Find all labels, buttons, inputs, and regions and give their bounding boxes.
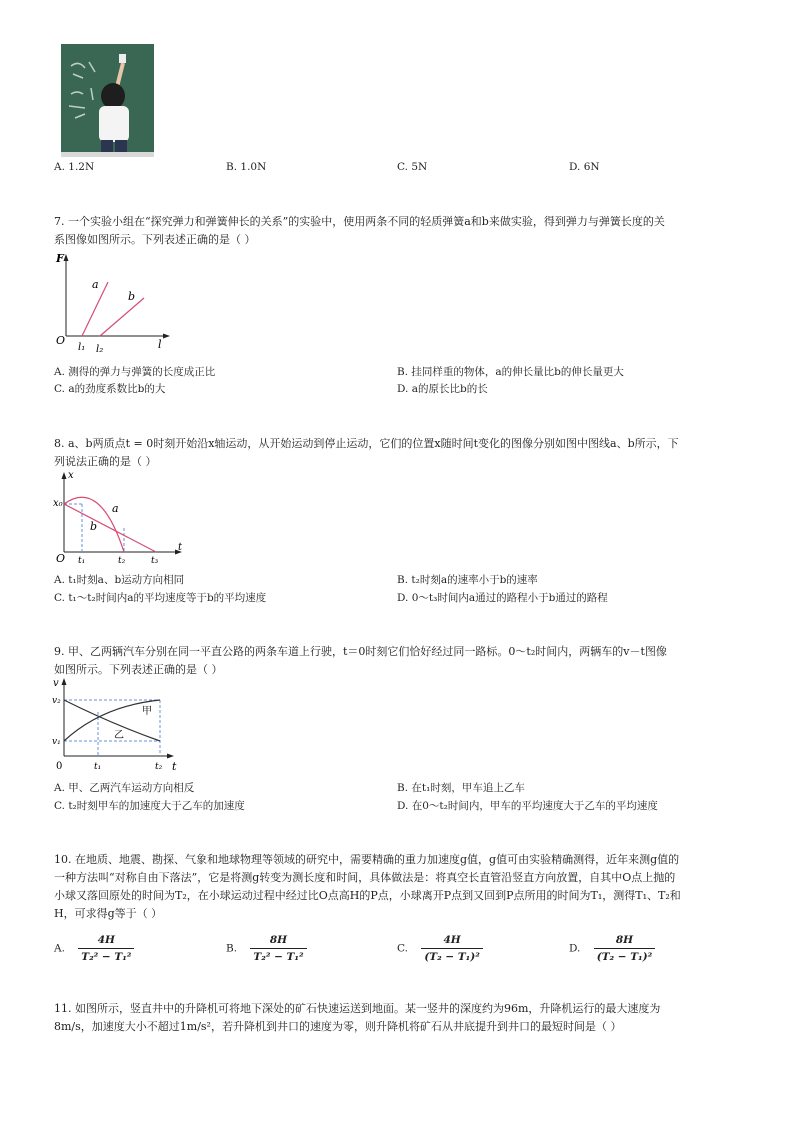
- q6-option-d: D. 6N: [569, 161, 600, 173]
- q7-x-label: l: [158, 338, 162, 351]
- q9-option-a: A. 甲、乙两汽车运动方向相反: [54, 782, 195, 794]
- q8-stem-line2: 列说法正确的是（ ）: [54, 455, 157, 468]
- q7-origin: O: [56, 334, 66, 347]
- q7-stem-line2: 系图像如图所示。下列表述正确的是（ ）: [54, 233, 256, 246]
- q9-car-jia-label: 甲: [142, 706, 152, 717]
- q8-stem: [54, 435, 744, 471]
- q10-stem-line4: H，可求得g等于（ ）: [54, 907, 163, 920]
- q8-origin: O: [56, 552, 66, 565]
- q7-tick-l1: l₁: [78, 342, 86, 353]
- q9-stem-line1: 9. 甲、乙两辆汽车分别在同一平直公路的两条车道上行驶，t＝0时刻它们恰好经过同一路标。0～t₂时间内，两辆车的v－t图像: [54, 645, 667, 658]
- q9-car-yi-label: 乙: [114, 730, 124, 741]
- q8-x-label: t: [178, 542, 183, 553]
- q8-t1-label: t₁: [78, 556, 86, 566]
- q8-option-b: B. t₂时刻a的速率小于b的速率: [397, 574, 538, 586]
- q8-y-label: x: [68, 470, 74, 481]
- q8-option-d: D. 0～t₃时间内a通过的路程小于b通过的路程: [397, 592, 608, 604]
- q11-stem: [54, 1000, 744, 1036]
- q7-option-c: C. a的劲度系数比b的大: [54, 383, 166, 395]
- q8-option-a: A. t₁时刻a、b运动方向相同: [54, 574, 185, 586]
- q7-option-b: B. 挂同样重的物体，a的伸长量比b的伸长量更大: [397, 366, 624, 378]
- q9-option-b: B. 在t₁时刻，甲车追上乙车: [397, 782, 525, 794]
- q9-option-d: D. 在0～t₂时间内，甲车的平均速度大于乙车的平均速度: [397, 800, 658, 812]
- q7-stem: [54, 213, 744, 249]
- q8-option-c: C. t₁～t₂时间内a的平均速度等于b的平均速度: [54, 592, 267, 604]
- q8-graph: [52, 468, 188, 566]
- q7-stem-line1: 7. 一个实验小组在“探究弹力和弹簧伸长的关系”的实验中，使用两条不同的轻质弹簧a和b来做实验，得到弹力与弹簧长度的关: [54, 215, 665, 228]
- q7-tick-l2: l₂: [96, 344, 104, 355]
- q10-option-b: B. $\frac{8H}{\text{T₂² − T₁²}}$: [226, 932, 307, 965]
- q10-option-c: C. $\frac{4H}{\text{(T₂ − T₁)²}}$: [397, 932, 483, 965]
- q8-curve-a-label: a: [112, 502, 119, 515]
- q10-option-a: A. $\frac{4H}{\text{T₂² − T₁²}}$: [54, 932, 134, 965]
- q9-v1-label: v₁: [52, 737, 61, 747]
- q10-stem-line1: 10. 在地质、地震、勘探、气象和地球物理等领域的研究中，需要精确的重力加速度g值，g值可由实验精确测得，近年来测g值的: [54, 853, 680, 866]
- q6-option-c: C. 5N: [397, 161, 428, 173]
- q8-x0-label: x₀: [53, 498, 63, 509]
- q9-stem-line2: 如图所示。下列表述正确的是（ ）: [54, 663, 223, 676]
- q11-stem-line1: 11. 如图所示，竖直井中的升降机可将地下深处的矿石快速运送到地面。某一竖井的深度约为96m，升降机运行的最大速度为: [54, 1002, 661, 1015]
- q9-stem: [54, 643, 744, 679]
- q10-stem-line2: 一种方法叫“对称自由下落法”，它是将测g转变为测长度和时间，具体做法是：将真空长直管沿竖直方向放置，自其中O点上抛的: [54, 871, 676, 884]
- q10-stem-line3: 小球又落回原处的时间为T₂，在小球运动过程中经过比O点高H的P点，小球离开P点到又回到P点所用的时间为T₁，测得T₁、T₂和: [54, 889, 681, 902]
- q10-stem: [54, 851, 744, 923]
- q9-x-label: t: [172, 760, 177, 773]
- q7-graph: [54, 252, 174, 356]
- q8-t2-label: t₂: [118, 556, 126, 566]
- q9-v2-label: v₂: [52, 696, 61, 706]
- q9-y-label: v: [53, 678, 59, 689]
- q10-option-d: D. $\frac{8H}{\text{(T₂ − T₁)²}}$: [569, 932, 655, 965]
- q9-t2-label: t₂: [155, 762, 163, 772]
- q9-t1-label: t₁: [94, 762, 102, 772]
- q6-option-a: A. 1.2N: [54, 161, 95, 173]
- q8-curve-b-label: b: [90, 520, 98, 533]
- q6-option-b: B. 1.0N: [226, 161, 267, 173]
- q8-t3-label: t₃: [151, 556, 159, 566]
- q7-option-d: D. a的原长比b的长: [397, 383, 488, 395]
- q7-y-label: F: [56, 252, 64, 265]
- q9-origin: 0: [56, 761, 63, 772]
- q7-line-b-label: b: [128, 290, 136, 303]
- q7-line-a-label: a: [92, 278, 99, 291]
- q7-option-a: A. 测得的弹力与弹簧的长度成正比: [54, 366, 216, 378]
- q11-stem-line2: 8m/s，加速度大小不超过1m/s²，若升降机到井口的速度为零，则升降机将矿石从井底提升到井口的最短时间是（ ）: [54, 1020, 622, 1033]
- q9-option-c: C. t₂时刻甲车的加速度大于乙车的加速度: [54, 800, 245, 812]
- q8-stem-line1: 8. a、b两质点t = 0时刻开始沿x轴运动，从开始运动到停止运动，它们的位置x随时间t变化的图像分别如图中图线a、b所示，下: [54, 437, 679, 450]
- blackboard-photo: [61, 44, 154, 157]
- q9-graph: [52, 676, 182, 774]
